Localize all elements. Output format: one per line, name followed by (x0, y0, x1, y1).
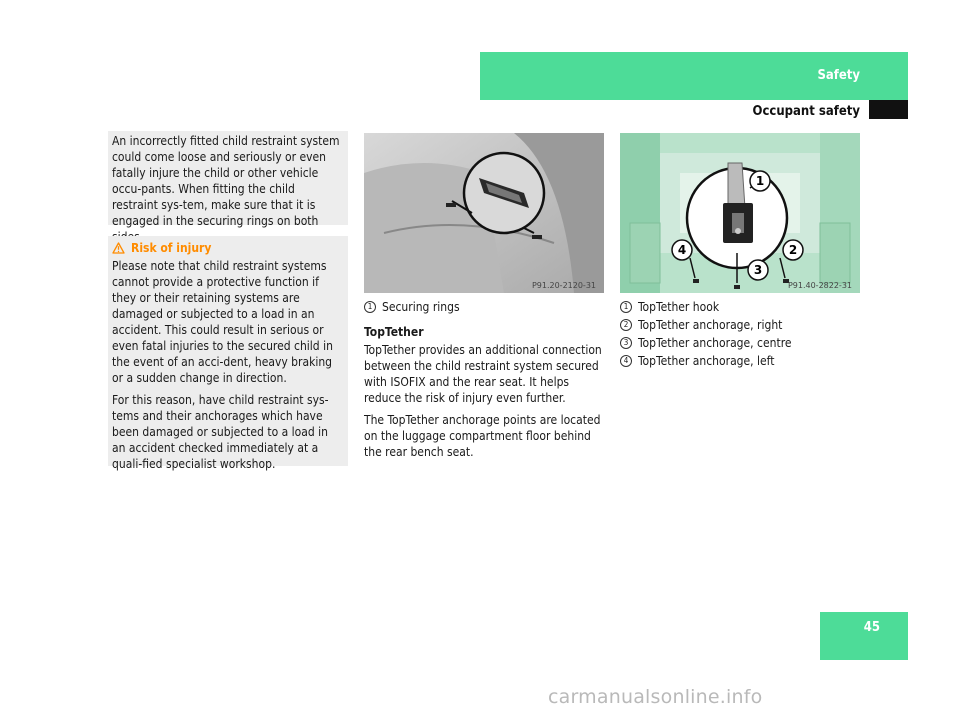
figure-legend (364, 298, 604, 316)
figure-legend (620, 298, 860, 370)
page-number: 45 (863, 620, 880, 635)
toptether-paragraph-1: TopTether provides an additional connection between the child restraint system secured with ISOFIX and the rear seat. It helps reduce the risk of injury even further. (364, 343, 602, 405)
legend-item (620, 298, 860, 316)
callout-number: 2 (620, 319, 632, 331)
callout-number: 3 (620, 337, 632, 349)
warning-heading (112, 240, 344, 256)
page-title: Occupant safety (752, 104, 860, 119)
callout-number: 4 (620, 355, 632, 367)
section-heading: TopTether (364, 325, 424, 339)
watermark: carmanualsonline.info (548, 686, 763, 708)
callout-3: 3 (753, 263, 763, 277)
legend-text: TopTether anchorage, right (638, 318, 783, 332)
legend-item (620, 334, 860, 352)
warning-title: Risk of injury (131, 241, 212, 255)
toptether-figure (620, 133, 860, 293)
callout-4: 4 (677, 243, 687, 257)
legend-text: Securing rings (382, 300, 460, 314)
warning-paragraph-1: Please note that child restraint systems cannot provide a protective function if they or their retaining systems are damaged or subjected to a load in an accident. This could result in serious or even fatal injuries to the secured child in the event of an acci-dent, heavy braking or a sudden change in direction. (112, 259, 333, 385)
callout-1: 1 (755, 174, 765, 188)
warning-box (108, 236, 348, 471)
seat-illustration (364, 133, 604, 293)
callout-2: 2 (788, 243, 798, 257)
intro-text: An incorrectly fitted child restraint system could come loose and seriously or even fatally injure the child or other vehicle occu-pants. When fitting the child restraint sys-tem, make sure that it is engaged in the securing rings on both (112, 134, 340, 228)
legend-text: TopTether hook (638, 300, 720, 314)
figure-code: P91.20-2120-31 (531, 281, 596, 290)
toptether-paragraph-2: The TopTether anchorage points are located on the luggage compartment floor behind the rear bench seat. (364, 413, 601, 459)
luggage-compartment-illustration (620, 133, 860, 293)
header-marker (869, 100, 908, 119)
callout-number: 1 (620, 301, 632, 313)
intro-box (108, 131, 348, 228)
warning-triangle-icon (112, 242, 125, 254)
figure-code: P91.40-2822-31 (787, 281, 852, 290)
warning-paragraph-2: For this reason, have child restraint sys-tems and their anchorages which have been damaged or subjected to a load in an accident checked immediately at a quali-fied specialist workshop. (112, 393, 329, 471)
callout-number: 1 (364, 301, 376, 313)
legend-item (364, 298, 604, 316)
section-title: Safety (817, 68, 860, 83)
legend-text: TopTether anchorage, centre (638, 336, 792, 350)
legend-text: TopTether anchorage, left (638, 354, 775, 368)
toptether-section (364, 324, 606, 466)
legend-item (620, 352, 860, 370)
securing-rings-figure (364, 133, 604, 293)
legend-item (620, 316, 860, 334)
